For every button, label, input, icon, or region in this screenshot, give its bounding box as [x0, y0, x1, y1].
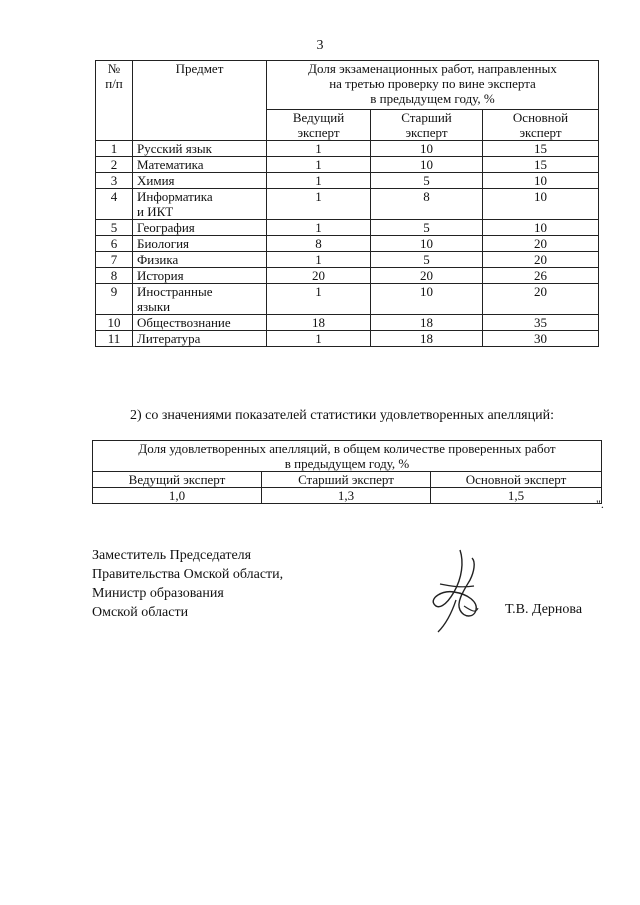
- row-number: 10: [96, 315, 133, 331]
- row-number: 8: [96, 268, 133, 284]
- header-leading-expert: Ведущий эксперт: [267, 110, 371, 141]
- row-subject: Русский язык: [133, 141, 267, 157]
- row-senior-expert-value: 5: [371, 173, 483, 189]
- row-subject: Литература: [133, 331, 267, 347]
- row-leading-expert-value: 1: [267, 141, 371, 157]
- table-row: [96, 268, 599, 284]
- row-leading-expert-value: 20: [267, 268, 371, 284]
- table-row: [96, 220, 599, 236]
- row-number: 9: [96, 284, 133, 315]
- row-subject: Биология: [133, 236, 267, 252]
- row-leading-expert-value: 1: [267, 173, 371, 189]
- row-main-expert-value: 20: [483, 284, 599, 315]
- appeals-header-main: Основной эксперт: [431, 472, 602, 488]
- row-senior-expert-value: 10: [371, 284, 483, 315]
- header-num: № п/п: [96, 61, 133, 141]
- row-main-expert-value: 20: [483, 236, 599, 252]
- row-leading-expert-value: 1: [267, 252, 371, 268]
- signatory-title-line2: Правительства Омской области,: [92, 567, 284, 582]
- appeals-header-leading: Ведущий эксперт: [93, 472, 262, 488]
- header-senior-expert: Старший эксперт: [371, 110, 483, 141]
- row-main-expert-value: 10: [483, 173, 599, 189]
- row-main-expert-value: 20: [483, 252, 599, 268]
- row-leading-expert-value: 1: [267, 157, 371, 173]
- row-leading-expert-value: 1: [267, 331, 371, 347]
- row-senior-expert-value: 8: [371, 189, 483, 220]
- row-senior-expert-value: 18: [371, 331, 483, 347]
- row-number: 6: [96, 236, 133, 252]
- header-group: Доля экзаменационных работ, направленных на третью проверку по вине эксперта в предыдущем году, %: [267, 61, 599, 110]
- header-main-expert: Основной эксперт: [483, 110, 599, 141]
- table-row: [96, 173, 599, 189]
- signatory-title-line3: Министр образования: [92, 586, 224, 601]
- closing-quote: ".: [596, 497, 604, 511]
- row-subject: Математика: [133, 157, 267, 173]
- table-row: [96, 252, 599, 268]
- row-senior-expert-value: 5: [371, 252, 483, 268]
- appeals-value-senior: 1,3: [262, 488, 431, 504]
- row-senior-expert-value: 10: [371, 141, 483, 157]
- row-main-expert-value: 35: [483, 315, 599, 331]
- row-main-expert-value: 30: [483, 331, 599, 347]
- appeals-title: Доля удовлетворенных апелляций, в общем количестве проверенных работ в предыдущем году, %: [93, 441, 602, 472]
- row-subject: Информатика и ИКТ: [133, 189, 267, 220]
- handwritten-signature: [420, 540, 500, 640]
- table-row: [96, 141, 599, 157]
- row-leading-expert-value: 18: [267, 315, 371, 331]
- row-senior-expert-value: 18: [371, 315, 483, 331]
- row-main-expert-value: 26: [483, 268, 599, 284]
- appeals-value-main: 1,5: [431, 488, 602, 504]
- row-subject: Иностранные языки: [133, 284, 267, 315]
- page-number: 3: [316, 38, 324, 53]
- appeals-table: [92, 440, 602, 504]
- signatory-title-line4: Омской области: [92, 605, 189, 620]
- row-main-expert-value: 10: [483, 189, 599, 220]
- signatory-name: Т.В. Дернова: [505, 602, 583, 617]
- appeals-value-leading: 1,0: [93, 488, 262, 504]
- row-senior-expert-value: 10: [371, 157, 483, 173]
- row-subject: Обществознание: [133, 315, 267, 331]
- row-subject: Химия: [133, 173, 267, 189]
- row-main-expert-value: 15: [483, 157, 599, 173]
- table-row: [96, 284, 599, 315]
- row-senior-expert-value: 5: [371, 220, 483, 236]
- row-senior-expert-value: 10: [371, 236, 483, 252]
- signatory-title-line1: Заместитель Председателя: [92, 548, 252, 563]
- appeals-header-senior: Старший эксперт: [262, 472, 431, 488]
- row-number: 2: [96, 157, 133, 173]
- expert-rechecks-table: [95, 60, 599, 347]
- row-main-expert-value: 15: [483, 141, 599, 157]
- row-leading-expert-value: 8: [267, 236, 371, 252]
- row-subject: География: [133, 220, 267, 236]
- row-subject: Физика: [133, 252, 267, 268]
- row-number: 11: [96, 331, 133, 347]
- row-senior-expert-value: 20: [371, 268, 483, 284]
- row-leading-expert-value: 1: [267, 189, 371, 220]
- row-number: 3: [96, 173, 133, 189]
- table-row: [96, 331, 599, 347]
- table-row: [96, 157, 599, 173]
- row-main-expert-value: 10: [483, 220, 599, 236]
- signature-block: [92, 546, 283, 622]
- table-row: [96, 189, 599, 220]
- paragraph-appeals: 2) со значениями показателей статистики удовлетворенных апелляций:: [130, 408, 554, 423]
- row-leading-expert-value: 1: [267, 220, 371, 236]
- table-row: [96, 315, 599, 331]
- row-number: 1: [96, 141, 133, 157]
- table-row: [96, 236, 599, 252]
- row-subject: История: [133, 268, 267, 284]
- row-number: 7: [96, 252, 133, 268]
- row-leading-expert-value: 1: [267, 284, 371, 315]
- row-number: 4: [96, 189, 133, 220]
- header-subject: Предмет: [133, 61, 267, 141]
- row-number: 5: [96, 220, 133, 236]
